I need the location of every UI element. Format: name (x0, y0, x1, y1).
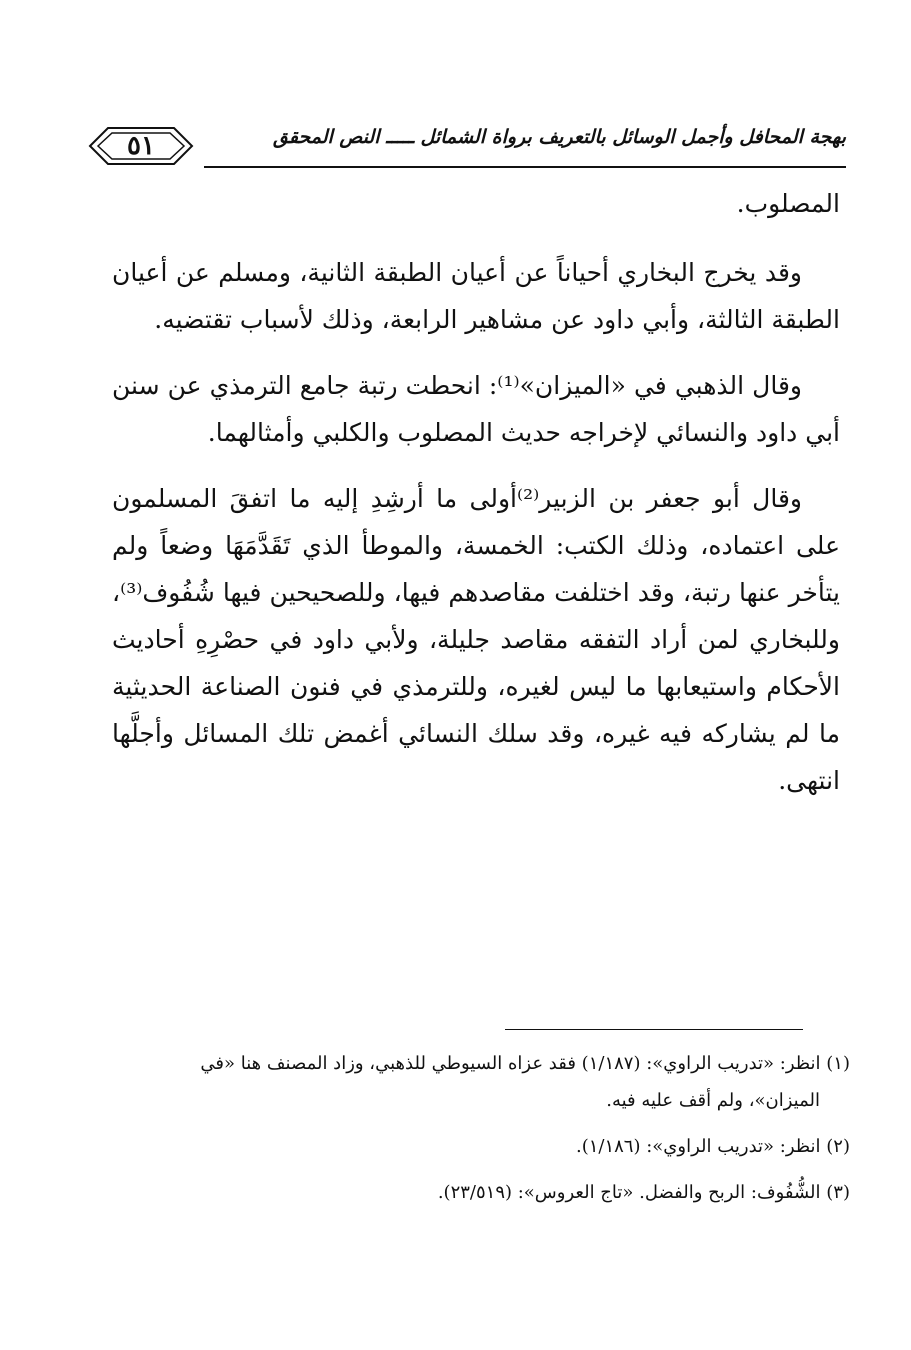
paragraph-2: وقال الذهبي في «الميزان»⁽¹⁾: انحطت رتبة جامع الترمذي عن سنن أبي داود والنسائي لإخراجه حديث المصلوب والكلبي وأمثالهما. (112, 371, 840, 447)
footnote-3: (٣) الشُّفُوف: الربح والفضل. «تاج العروس»: (٢٣/٥١٩). (437, 1182, 850, 1203)
footnote-2: (٢) انظر: «تدريب الراوي»: (١/١٨٦). (575, 1136, 850, 1157)
main-text (112, 180, 840, 823)
footnote-1-line-1: (١) انظر: «تدريب الراوي»: (١/١٨٧) فقد عزاه السيوطي للذهبي، وزاد المصنف هنا «في (200, 1053, 850, 1074)
paragraph-1: وقد يخرج البخاري أحياناً عن أعيان الطبقة الثانية، ومسلم عن أعيان الطبقة الثالثة، وأبي داود عن مشاهير الرابعة، وذلك لأسباب تقتضيه. (112, 258, 840, 334)
footnote-separator (505, 1029, 803, 1030)
running-title: بهجة المحافل وأجمل الوسائل بالتعريف برواة الشمائل ـــــ النص المحقق (273, 126, 846, 148)
paragraph-0: المصلوب. (736, 189, 840, 218)
running-header (86, 118, 846, 174)
page-number: ٥١ (127, 131, 155, 161)
page-number-badge (86, 124, 196, 168)
footnote-1 (140, 1045, 850, 1119)
header-rule (204, 166, 846, 168)
footnote-1-line-2: الميزان»، ولم أقف عليه فيه. (606, 1090, 820, 1111)
paragraph-3: وقال أبو جعفر بن الزبير⁽²⁾أولى ما أرشِدِ إليه ما اتفقَ المسلمون على اعتماده، وذلك الكتب: الخمسة، والموطأ الذي تَقَدَّمَهَا وضعاً ولم يتأخر عنها رتبة، وقد اختلفت مقاصدهم فيها، وللصحيحين فيها شُفُوف⁽³⁾، وللبخاري لمن أراد التفقه مقاصد جليلة، ولأبي داود في حصْرِهِ أحاديث الأحكام واستيعابها ما ليس لغيره، وللترمذي في فنون الصناعة الحديثية ما لم يشاركه فيه غيره، وقد سلك النسائي أغمض تلك المسائل وأجلَّها انتهى. (112, 484, 840, 795)
footnotes (140, 1045, 850, 1220)
